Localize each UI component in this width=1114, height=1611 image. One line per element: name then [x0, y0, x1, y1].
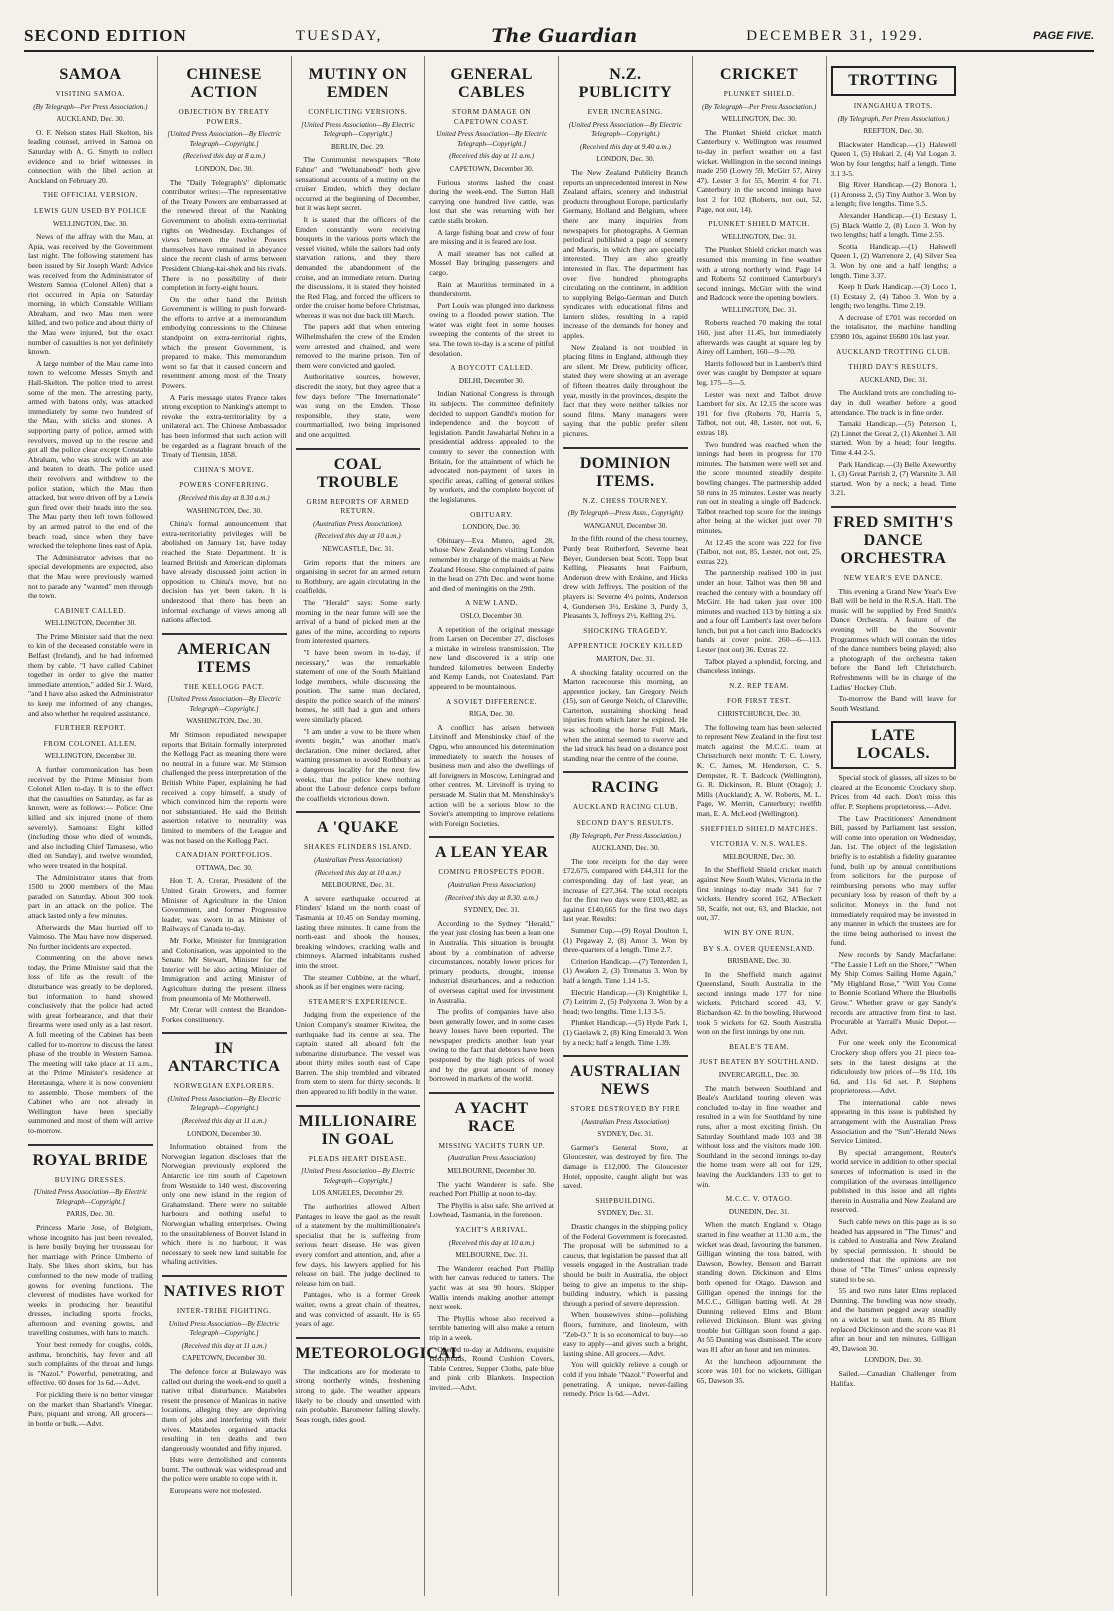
dateline: WELLINGTON, Dec. 31.	[721, 232, 797, 241]
subheading: A SOVIET DIFFERENCE.	[446, 697, 538, 706]
dateline: AUCKLAND, Dec. 30.	[591, 844, 660, 853]
dateline: LONDON, Dec. 30.	[596, 155, 655, 164]
credit-line: (By Telegraph—Per Press Association.)	[701, 102, 817, 111]
paragraph: A shocking fatality occurred on the Marton racecourse this morning, an apprentice jockey, Ian Gregory Neich (15), son of George Neich, of Clareville, Carterton, sustaining shocking head injuries from which later he expired. He was schooling the horse Full Mark, when the animal seemed to swerve and the lad struck his head on a distance post standing near the centre of the course.	[563, 667, 688, 763]
credit-line: (United Press Association—By Electric Telegraph—Copyright.)	[167, 1094, 281, 1113]
paragraph: The Phyllis is also safe. She arrived at Lowhead, Tasmania, in the forenoon.	[429, 1200, 554, 1220]
paragraph: Lester was next and Talbot drove Lambert for six. At 12.15 the score was 191 for five (Roberts 70, Harris 5, Talbot, not out, 48, Lester, not out, 6, extras 18).	[696, 389, 822, 437]
dateline: NEWCASTLE, Dec. 31.	[322, 544, 394, 553]
dateline: WELLINGTON, Dec. 30.	[721, 115, 797, 124]
paragraph: Mr Forke, Minister for Immigration and Colonisation, was appointed to the Senate. Mr Stewart, Minister for the Interior will be also acting Minister of Immigration and acting Minister of Agriculture during the present illness from pneumonia of Mr Motherwell.	[161, 935, 287, 1003]
subheading: CABINET CALLED.	[54, 606, 127, 615]
paragraph: The Plunket Shield cricket match was resumed this morning in fine weather with a strong northerly wind. Page 14 and Roberts 52 continued Canterbury's second innings. McGirr with the wind and Badcock were the opening bowlers.	[696, 245, 822, 303]
paragraph: Keep It Dark Handicap.—(3) Loco 1, (1) Ecstasy 2, (4) Taboo 3. Won by a length; two lengths. Time 2.19.	[830, 282, 957, 311]
paragraph: The Auckland trots are concluding to-day in dull weather before a good attendance. The track is in fine order.	[830, 388, 957, 417]
column-1	[24, 56, 158, 1596]
subheading: BUYING DRESSES.	[54, 1175, 127, 1184]
paragraph: Drastic changes in the shipping policy of the Federal Government is forecasted. The proposal will be submitted to a caucus, that legislation be passed that all vessels engaged in the Australian trade should be built in Australia, the object being to give an impetus to the ship-building industry, which is passing through a period of severe depression.	[563, 1222, 688, 1308]
paragraph: Park Handicap.—(3) Belle Axeworthy 1, (3) Great Parrish 2, (7) Warsnite 3. All started. Won by a neck; a head. Time 3.21.	[830, 459, 957, 498]
credit-line: (By Telegraph, Per Press Association.)	[569, 831, 682, 840]
subheading: MISSING YACHTS TURN UP.	[438, 1141, 545, 1150]
paragraph: In the fifth round of the chess tourney, Purdy beat Rutherford, Severne beat Beyer, Gundersen beat Scott. Topp beat Kelling, Pleasants beat Fairburn, Anderson drew with Erskine, and Hicks drew with Jeffreys. The position of the players is: Severne 4½ points, Anderson 4, Gundersen 3½, Erskine 3, Purdy 3, Pleasants 3, Jeffreys 2½, Kelling 2½.	[563, 534, 688, 621]
dateline: MELBOURNE, Dec. 31.	[321, 881, 395, 890]
dateline: WELLINGTON, December 30.	[44, 619, 137, 628]
paragraph: Harris followed but in Lambert's third over was caught by Dempster at square leg, 175—5—5.	[696, 358, 822, 388]
paragraph: Garmer's General Store, at Gloucester, was destroyed by fire. The damage is £12,000. The Gloucester Hotel, opposite, caught alight but was saved.	[563, 1142, 688, 1191]
headline: SAMOA	[59, 66, 122, 83]
paragraph: When housewives shine—polishing floors, furniture, and linoleum, with "Zeb-O." It is so economical to buy—so easy to apply—and gives such a bright, lasting shine. All grocers.—Advt.	[563, 1310, 688, 1358]
paragraph: News of the affray with the Mau, at Apia, was received by the Government last night. The following statement has been issued by Sir Joseph Ward: Advice was received from the Administrator of Western Samoa (Colonel Allen) that a riot occurred in Apia on Saturday morning, in which Constable William Abraham, and two Mau men were killed, and two police and about thirty of the Mau were injured, but the exact number of casualties is not yet definitely known.	[28, 232, 153, 357]
paragraph: Europeans were not molested.	[169, 1486, 262, 1496]
paragraph: It is stated that the officers of the Emden constantly were receiving bouquets in the various ports which the vessel visited, while the sailors had only starvation rations, and they there demanded the abandonment of the cruise, and an immediate return. During the discussions, it is stated they hoisted the Red Flag, and forced the officers to order the cruiser home before Christmas, whereas it was not due back till March.	[295, 214, 421, 320]
dateline: WELLINGTON, December 30.	[44, 752, 137, 761]
paragraph: The authorities allowed Albert Pantages to leave the gaol as the result of a statement by the multimillionaire's specialist that he is suffering from serious heart disease. He was given every comfort and attention, and, after a few days, his lawyers applied for his release on bail. The judge declined to release him on bail.	[295, 1202, 421, 1288]
paragraph: Authoritative sources, however, discredit the story, but they agree that a few days before "The Internationale" was sung on the Emden. Those responsible, they state, were courtmartialled, two being imprisoned and one acquitted.	[295, 372, 421, 439]
dateline: OSLO, December 30.	[460, 611, 523, 620]
subheading: POWERS CONFERRING.	[179, 481, 269, 490]
subheading: NEW YEAR'S EVE DANCE.	[843, 573, 944, 582]
dateline: LONDON, Dec. 30.	[864, 1356, 923, 1365]
subheading: SECOND DAY'S RESULTS.	[576, 819, 675, 828]
dateline: SYDNEY, Dec. 31.	[597, 1130, 654, 1139]
subheading: STEAMER'S EXPERIENCE.	[308, 997, 408, 1006]
paragraph: The Law Practitioners' Amendment Bill, passed by Parliament last session, will come into operation on Wednesday, Jan. 1st. The object of the legislation briefly is to establish a fidelity guarantee fund, built up by annual contributions from solicitors for the purpose of reimbursing persons who may suffer pecuniary loss by reason of theft by a solicitor. Moneys in the fund not immediately required may be invested in any manner in which the trustees are for the time being authorised to invest the fund.	[830, 813, 957, 948]
paragraph: Such cable news on this page as is so headed has appeared in "The Times" and is cabled to Australia and New Zealand by special permission. It should be understood that the opinions are not those of "The Times" unless expressly stated to be so.	[830, 1217, 957, 1284]
paragraph: The Communist newspapers "Rote Fahne" and "Weltanabend" both give sensational accounts of a mutiny on the cruiser Emden, which they declare occurred at the beginning of December, but it was kept secret.	[295, 155, 421, 213]
credit-line: (Australian Press Association)	[581, 1117, 670, 1126]
dateline: SYDNEY, Dec. 31.	[463, 906, 520, 915]
column-5	[559, 56, 693, 1596]
subheading: SHOCKING TRAGEDY.	[583, 626, 668, 635]
credit-line: (Received this day at 10 a.m.)	[315, 868, 401, 877]
subheading: OBJECTION BY TREATY POWERS.	[178, 108, 270, 126]
paragraph: The indications are for moderate to strong northerly winds, freshening strong to gale. The weather appears likely to be cloudy and unsettled with rain probable. Barometer falling slowly. Seas rough, tides good.	[295, 1366, 421, 1424]
subheading: INTER-TRIBE FIGHTING.	[176, 1306, 272, 1315]
paragraph: The match between Southland and Beale's Auckland touring eleven was concluded to-day in fine weather and resulted in a win for Southland by nine runs, after a most exciting finish. On Saturday Southland made 103 and 38 without loss and the visitors made 100. Southland in the second innings to-day the home team were all out for 129, leaving the Aucklanders 133 to get to win.	[696, 1083, 822, 1189]
subheading: APPRENTICE JOCKEY KILLED	[567, 642, 683, 651]
credit-line: (By Telegraph, Per Press Association.)	[837, 114, 950, 123]
paragraph: When the match England v. Otago started in fine weather at 11.30 a.m., the wicket was dead, favouring the batsmen. Gilligan winning the toss batted, with Dawson, Bowley, Benson and Barratt standing down. Dickinson and Elms both opened for Otago. Dawson and Gilligan opened the innings for the M.C.C., Gilligan batting well. At 28 Dunning relieved Elms and Blunt relieved Dickinson. Blunt was giving trouble but Gilligan soon found a gap. At 55 Dunning was dismissed. The score was 81 after an hour and ten minutes.	[696, 1220, 822, 1355]
credit-line: [United Press Association—By Electric Telegraph—Copyright.]	[301, 120, 415, 139]
dateline: REEFTON, Dec. 30.	[863, 127, 924, 136]
paragraph: The Phyllis whose also received a terrible battering will also make a return trip in a week.	[429, 1313, 554, 1342]
dateline: DUNEDIN, Dec. 31.	[728, 1207, 790, 1216]
subheading: THE KELLOGG PACT.	[183, 682, 265, 691]
paragraph: Furious storms lashed the coast during the week-end. The Sutton Hall carrying one hundred live cattle, was lost that she was returning with her cattle stalls broken.	[429, 177, 554, 225]
subheading: CANADIAN PORTFOLIOS.	[175, 851, 273, 860]
headline: FRED SMITH'S DANCE ORCHESTRA	[831, 506, 957, 568]
headline: MUTINY ON EMDEN	[308, 66, 408, 101]
headline: COAL TROUBLE	[296, 448, 421, 492]
paragraph: Indian National Congress is through its subjects. The committee definitely decided to support Gandhi's motion for independence and the boycott of legislation. Pandit Jawaharlal Nehru in a presidential address appealed to the country to sever the connection with Britain, for the attainment of which he advocated non-payment of taxes in specific areas, calling of general strikes by workers, and the complete boycott of the legislatures.	[429, 389, 554, 504]
subheading: INANGAHUA TROTS.	[853, 102, 934, 110]
subheading: STORM DAMAGE ON CAPETOWN COAST.	[452, 108, 532, 126]
dateline: LOS ANGELES, December 29.	[312, 1189, 404, 1198]
paragraph: In the Sheffield Shield cricket match against New South Wales, Victoria in the first innings to-day made 341 for 7 wickets. Hendry scored 162, A'Beckett 50, Scaife, not out, 63, and Blackie, not out, 37.	[696, 865, 822, 923]
paragraph: A severe earthquake occurred at Flinders' Island on the north coast of Tasmania at 10.45 on Sunday morning, lasting three minutes. It came from the north-east and shook the houses, breaking windows, cracking walls and chimneys. Alarmed inhabitants rushed into the street.	[295, 893, 421, 970]
dateline: AUCKLAND, Dec. 31.	[859, 375, 928, 384]
credit-line: [United Press Association—By Electric Telegraph—Copyright.]	[167, 695, 281, 713]
dateline: WELLINGTON, Dec. 30.	[52, 219, 128, 228]
dateline: CAPETOWN, December 30.	[182, 1354, 266, 1363]
column-7	[827, 56, 961, 1596]
subheading: BEALE'S TEAM.	[729, 1042, 790, 1051]
dateline: CHRISTCHURCH, Dec. 30.	[717, 710, 801, 719]
paragraph: The papers add that when entering Wilhelmshafen the crew of the Emden were arrested and chained, and were removed to the marine prison. Ten of them were convicted and gaoled.	[295, 322, 421, 370]
dateline: LONDON, December 30.	[187, 1129, 262, 1138]
column-6	[693, 56, 827, 1596]
credit-line: (By Telegraph—Press Assn., Copyright)	[567, 509, 683, 518]
paragraph: To-morrow the Band will leave for South Westland.	[830, 694, 957, 713]
subheading: WIN BY ONE RUN.	[724, 928, 795, 937]
paragraph: Obituary—Eva Munro, aged 28, whose New Zealanders visiting London remember in charge of the maids at New Zealand House. She complained of pains in the head on 27th Dec. and went home and died of meningitis on the 29th.	[429, 535, 554, 593]
subheading: FURTHER REPORT.	[54, 724, 127, 733]
paragraph: Your best remedy for coughs, colds, asthma, bronchitis, hay fever and all such complaints of the throat and lungs is "Nazol." Powerful, penetrating, and effective. 60 doses for 1s 6d.—Advt.	[28, 1340, 153, 1388]
dateline: DELHI, December 30.	[458, 376, 525, 385]
paragraph: The "Daily Telegraph's" diplomatic contributor writes:—The representative of the Treaty Powers are embarrassed at the renewed threat of the Nanking Government to abolish extra-territorial rights on Wednesday. Exchanges of views between the twelve Powers themselves have remained in abeyance since the recent clash of arms between President Chiang-kai-shek and his rivals. There is no possibility of their completion in forty-eight hours.	[161, 177, 287, 293]
paragraph: 55 and two runs later Elms replaced Dunning. The bowling was now steady, and the batsmen pegged away steadily on a wicket to suit them. At 85 Blunt replaced Dickinson and the score was 81 after an hour and ten minutes, Gilligan 49, Dawson 30.	[830, 1286, 957, 1353]
headline: CHINESE ACTION	[186, 66, 262, 101]
subheading: A NEW LAND.	[465, 599, 519, 608]
paragraph: You will quickly relieve a cough or cold if you inhale "Nazol." Powerful and penetrating. A unique, never-failing remedy. Price 1s 6d.—Advt.	[563, 1360, 688, 1399]
credit-line: (Received this day at 11 a.m.)	[449, 152, 535, 161]
column-4	[425, 56, 559, 1596]
paragraph: Talbot played a splendid, forcing, and chanceless innings.	[696, 656, 822, 676]
subheading: THIRD DAY'S RESULTS.	[848, 363, 939, 372]
credit-line: (United Press Association—By Electric Telegraph—Copyright.)	[568, 120, 682, 139]
headline: AUSTRALIAN NEWS	[563, 1055, 688, 1099]
paragraph: A large number of the Mau came into town to welcome Messrs Smyth and Hall-Skelton. The police tried to arrest some of the men. The arresting party, armed with batons only, was attacked immediately by some two hundred of the Mau, with sticks and stones. A supporting party of police, armed with revolvers, moved up to the rescue and got all the police clear except Constable Abraham, who was struck with an axe and beaten to death. The police used their revolvers and withdrew to the police station, which the Mau then attacked, but were driven off by a Lewis gun fired over their heads into the sea. The Mau party then left town followed by an armed patrol to the end of the beach road, since when they have wrecked the telephone lines east of Apia.	[28, 358, 153, 551]
paragraph: Scotia Handicap.—(1) Halswell Queen 1, (2) Warrenore 2, (4) Silver Sea 3. Won by one and a half lengths; a length. Time 3.37.	[830, 241, 957, 280]
paragraph: "I am under a vow to be there when events begin," was another man's declaration. One miner declared, after warning pressmen to avoid Rothbury as a dangerous locality for the next few weeks, that the police knew nothing about the Labour defence corps before the coalfields victorious down.	[295, 726, 421, 803]
paragraph: Judging from the experience of the Union Company's steamer Kiwitea, the earthquake had its centre at sea. The captain stated all aboard felt the submarine disturbance. The vessel was about thirty miles south east of Cape Barren. The ship trembled and vibrated from stem to stern for thirty seconds. It then appeared to lift bodily in the water.	[295, 1010, 421, 1097]
dateline: WANGANUI, December 30.	[583, 521, 668, 530]
paragraph: The tote receipts for the day were £72,675, compared with £44,311 for the corresponding day of last year, an increase of £27,364. The total receipts for the first two days were £103,482, as against £140,665 for the first two days last year. Results:	[563, 856, 688, 924]
column-2	[158, 56, 292, 1596]
subheading: SHAKES FLINDERS ISLAND.	[303, 843, 412, 852]
paragraph: Sailed.—Canadian Challenger from Halifax.	[830, 1368, 957, 1388]
paragraph: Alexander Handicap.—(1) Ecstasy 1, (5) Black Wattle 2, (8) Loco 3. Won by two lengths; half a length. Time 2.55.	[830, 210, 957, 240]
paragraph: On the other hand the British Government is willing to push forward-the efforts to arrive at a memorandum embodying concessions to the Chinese standpoint on extra-territorial rights, which the present Government, is prepared to make. This memorandum went so far that it caused concern and resentment among most of the Treaty Powers.	[161, 294, 287, 391]
subheading: JUST BEATEN BY SOUTHLAND.	[699, 1058, 819, 1067]
subheading: THE OFFICIAL VERSION.	[42, 191, 138, 200]
subheading: GRIM REPORTS OF ARMED RETURN.	[306, 497, 410, 516]
dateline: INVERCARGILL, Dec. 30.	[718, 1071, 800, 1080]
subheading: VICTORIA V. N.S. WALES.	[710, 840, 808, 849]
subheading: FOR FIRST TEST.	[726, 697, 792, 706]
subheading: FROM COLONEL ALLEN.	[43, 739, 138, 748]
paragraph: Hon T. A. Crerar, President of the United Grain Growers, and former Minister of Agriculture in the Union Government, and former Progressive leader, was sworn in as Minister of Railways of Canada to-day.	[161, 876, 287, 934]
paragraph: By special arrangement, Reuter's world service in addition to other special sources of information is used in the compilation of the overseas intelligence published in this issue and all rights therein in Australia and New Zealand are reserved.	[830, 1147, 957, 1215]
paragraph: Princess Marie Jose, of Belgium, whose incognito has just been revealed, is here busily buying her trousseau for her marriage with Prince Umberto of Italy. She likes short skirts, but has conformed to the new mode of trailing gowns for evening functions. The cleverest of modistes have worked for weeks in producing her beautiful dresses, including sports frocks, afternoon and evening gowns, and travelling costumes, with hats to match.	[28, 1222, 153, 1338]
paragraph: The Administrator states that from 1500 to 2000 members of the Mau paraded on Saturday. About 300 took part in an attack on the police. The attack lasted only a few minutes.	[28, 872, 153, 920]
paragraph: A mail steamer has not called at Mossel Bay bringing passengers and cargo.	[429, 248, 554, 277]
dateline: OTTAWA, Dec. 30.	[195, 863, 253, 872]
subheading: NORWEGIAN EXPLORERS.	[173, 1082, 275, 1091]
paragraph: Opened to-day at Addisons, exquisite Bedspreads, Round Cushion Covers, Table Centres, Supper Cloths, pale blue and pink crib Blankets. Inspection invited.—Advt.	[429, 1344, 554, 1392]
headline: MILLIONAIRE IN GOAL	[296, 1105, 421, 1149]
subheading: YACHT'S ARRIVAL.	[455, 1226, 529, 1234]
paragraph: For one week only the Economical Crockery shop offers you 21 piece tea-sets in the latest designs at the ridiculously low prices of—9s 11d, 10s 6d, and 11s 6d set. P. Stephens proprietoress.—Advt.	[830, 1038, 957, 1096]
credit-line: (Received this day at 10 a.m.)	[448, 1238, 535, 1247]
subheading: N.Z. REP TEAM.	[729, 681, 790, 690]
dateline: SYDNEY, Dec. 31.	[597, 1209, 654, 1218]
paragraph: New records by Sandy Macfarlane: "The Lassie I Left on the Shore," "When My Ship Comes Sailing Home Again," "My Highland Rose," "Will You Come to Bonnie Scotland Where the Bluebells Grow." Whether grave or gay Sandy's records are attractive from first to last. Procurable at Yarrall's Music Depot.—Advt.	[830, 949, 957, 1036]
paragraph: "I have been sworn in to-day, if necessary," was the remarkable statement of one of the South Maitland lodge members, while discussing the position. The same man declared, despite the police search of the miners' homes, he still had a gun and others were similarly placed.	[295, 647, 421, 725]
headline: A 'QUAKE	[296, 811, 421, 837]
paragraph: A conflict has arisen between Litvinoff and Menshinsky chief of the Ogpu, who announced his determination immediately to search the houses of business men and also the dwellings of all foreigners in Moscow, Leningrad and other centres. M. Litvinoff is trying to persuade M. Stalin that M. Menshinsky's action will be a serious blow to the Soviet's attempting to improve relations with Foreign Societies.	[429, 722, 554, 828]
subheading: STORE DESTROYED BY FIRE	[570, 1105, 681, 1114]
paragraph: Summer Cup.—(9) Royal Doulton 1, (1) Pegaway 2, (8) Amor 3. Won by three-quarters of a length. Time 2.7.	[563, 925, 688, 955]
paragraph: Mr Crerar will contest the Brandon-Forkes constituency.	[161, 1005, 287, 1024]
paragraph: In the Sheffield match against Queensland, South Australia in the second innings made 177 for nine wickets. Pritchard scored 43, V. Richardson 42. In the bowling, Hurwood took 5 wickets for 62. South Australia won on the first innings by one run.	[696, 969, 822, 1037]
subheading: OBITUARY.	[470, 510, 514, 519]
paragraph: Afterwards the Mau hurried off to Vaimoso. The Mau have now dispersed. No further incidents are expected.	[28, 922, 153, 951]
credit-line: (Received this day at 8.30. a.m.)	[445, 893, 539, 902]
paragraph: At the luncheon adjournment the score was 101 for no wickets, Gilligan 65, Dawson 35.	[696, 1356, 822, 1385]
dateline: RIGA, Dec. 30.	[468, 710, 515, 719]
headline: CRICKET	[720, 66, 799, 83]
paragraph: The New Zealand Publicity Branch reports an unprecedented interest in New Zealand affairs, scenery and industrial products throughout Europe, particularly Germany, Holland and Belgium, where there are many inquiries from newspapers for photographs. A German periodical published a page of scenery and Maoris, in which they are specially interested. They are also greatly interested in flax. The department has over five hundred photographs circulating on the continent, in addition to supplying Belgo-German and Dutch syndicates with educational films and lantern slides, resulting in a rapid increase of the demands for honey and apples.	[563, 167, 688, 341]
subheading: AUCKLAND TROTTING CLUB.	[836, 347, 951, 356]
headline: TROTTING	[831, 66, 957, 96]
dateline: WASHINGTON, Dec. 30.	[186, 506, 262, 515]
paragraph: A decrease of £701 was recorded on the totalisator, the machine handling £5980 10s, against £6680 10s last year.	[830, 312, 957, 342]
headline: AMERICAN ITEMS	[162, 633, 287, 677]
dateline: WELLINGTON, Dec. 31.	[721, 305, 797, 314]
credit-line: (Australian Press Association)	[313, 856, 402, 864]
credit-line: (Received this day at 9.40 a.m.)	[579, 142, 671, 151]
dateline: BERLIN, Dec. 29.	[331, 142, 385, 151]
paragraph: Electric Handicap.—(3) Knightlike 1, (7) Leitrim 2, (5) Polyxena 3. Won by a head; two lengths. Time 1.13 3-5.	[563, 987, 688, 1016]
paragraph: Special stock of glasses, all sizes to be cleared at the Economic Crockery shop. Prices from 4d each. Don't miss this offer. P. Stephens proprietoress.—Advt.	[830, 773, 957, 812]
dateline: WASHINGTON, Dec. 30.	[186, 717, 262, 726]
headline: LATE LOCALS.	[831, 721, 957, 769]
paragraph: Roberts reached 70 making the total 160, just after 11.45, but immediately afterwards was caught at square leg by Airey off Lambert, 160—9—70.	[696, 318, 822, 357]
headline: METEOROLOGICAL	[296, 1337, 421, 1363]
headline: A LEAN YEAR	[429, 836, 554, 862]
paragraph: Information obtained from the Norwegian legation discloses that the Norwegian previously explored the Antarctic ice rim south of Capetown from Westside to 140 west, discovering only one new island in the region of Grahamsland. There were no suitable harbours and nothing useful to Norwegian whaling enterprises. Owing to the unsuitableness of Bouvet Island in which there is no harbour, it was necessary to seek new land suitable for whaling activities.	[161, 1142, 287, 1267]
credit-line: (Received this day at 8 a.m.)	[183, 152, 266, 161]
credit-line: [United Press Association—By Electric Telegraph—Copyright.]	[301, 1167, 415, 1185]
paragraph: New Zealand is not troubled in placing films in England, although they are silent. Mr Drew, publicity officer, stated they were showing at an average of fifteen theatres daily throughout the year, mostly in the provinces, despite the fact that they were neither talkies nor sound films. Many managers were saying that the public prefer silent pictures.	[563, 342, 688, 438]
subheading: CHINA'S MOVE.	[193, 465, 255, 474]
paragraph: The profits of companies have also been generally lower, and in some cases heavy losses have been reported. The newspaper predicts another lean year owing to the fact that debtors have been postponed by the high prices of wool and by the great amount of money borrowed in markets of the world.	[429, 1007, 554, 1084]
credit-line: United Press Association—By Electric Telegraph—Copyright.]	[168, 1319, 280, 1338]
dateline: MARTON, Dec. 31.	[596, 654, 655, 663]
paragraph: A repetition of the original message from Larsen on December 27, discloses a mistake in wireless transmission. The new land discovered is a strip one hundred kilometres between Enderby and Kemp Lands, not Coatesland. Part appeared to be mountainous.	[429, 624, 554, 692]
subheading: AUCKLAND RACING CLUB.	[572, 803, 678, 812]
dateline: PARIS, Dec. 30.	[66, 1210, 115, 1219]
paragraph: Pantages, who is a former Greek waiter, owns a great chain of theatres, and was convicted of assault. He is 65 years of age.	[295, 1290, 421, 1329]
subheading: SHEFFIELD SHIELD MATCHES.	[700, 824, 818, 833]
credit-line: (By Telegraph—Per Press Association.)	[33, 102, 148, 111]
paragraph: For pickling there is no better vinegar on the market than Sharland's Vinegar. Pure, piquant and strong. All grocers—in bottle or bulk.—Advt.	[28, 1390, 153, 1428]
paragraph: A further communication has been received by the Prime Minister from Colonel Allen to-day. It is to the effect that the casualties on Saturday, as far as known, were as follows:— Police: One killed and six injured (none of them severely). Samoans: Eight killed (including those who died of wounds, and also including Chief Tamasese, who died on Sunday), and twelve wounded, who were treated in the hospital.	[28, 765, 153, 870]
edition-label: SECOND EDITION	[24, 26, 187, 45]
paragraph: The following team has been selected to represent New Zealand in the first test match against the M.C.C. team at Christchurch next month: T. C. Lowry, K. C. James, M. Henderson, C. S. Dempster, R. T. Badcock (Wellington), G. R. Dickinson, R. Blunt (Otago); J. Mills (Auckland); A. W. Roberts, M. L. Page, W. Merritt, Canterbury; twelfth man, E. A. McLeod (Wellington).	[696, 722, 822, 818]
subheading: PLEADS HEART DISEASE.	[308, 1154, 407, 1163]
paragraph: China's formal announcement that extra-territoriality privileges will be abolished on January 1st, have today reached the State Department. It is learned British and American diplomats have already discussed joint action in opposition to China's move, but no decision has yet been taken. It is understood that there has been an informal exchange of views among all nations affected.	[161, 519, 287, 625]
subheading: N.Z. CHESS TOURNEY.	[582, 496, 669, 505]
headline: N.Z. PUBLICITY	[578, 66, 673, 101]
dateline: BRISBANE, Dec. 30.	[727, 957, 791, 966]
paragraph: This evening a Grand New Year's Eve Ball will be held in the R.S.A. Hall. The music will be supplied by Fred Smith's Dance Orchestra. A feature of the evening will be the Souvenir Programmes which will contain the titles of the dance numbers being played; also a photograph of the orchestra taken before the Band left Christchurch. Refreshments will be in charge of the Ladies' Hockey Club.	[830, 586, 957, 692]
paragraph: A Paris message states France takes strong exception to Nanking's attempt to revoke the extra-territoriality by a unilateral act. The Chinese Ambassador has been informed that such action will be regarded as a flagrant breach of the Treaty of Tientsin, 1858.	[161, 392, 287, 460]
paragraph: Tamaki Handicap.—(5) Peterson 1, (2) Linnet the Great 2, (1) Akenhei 3. All started. Won by a head; four lengths. Time 4.44 2-5.	[830, 419, 957, 457]
credit-line: [United Press Association—By Electric Telegraph—Copyright.]	[167, 130, 281, 148]
headline: RACING	[563, 771, 688, 797]
subheading: COMING PROSPECTS POOR.	[438, 868, 545, 877]
credit-line: [United Press Association—By Electric Telegraph—Copyright.]	[33, 1188, 148, 1206]
dateline: AUCKLAND, Dec. 30.	[56, 115, 125, 124]
subheading: LEWIS GUN USED BY POLICE	[33, 206, 147, 215]
credit-line: (Australian Press Association)	[447, 880, 536, 889]
credit-line: (Australian Press Association).	[313, 519, 403, 528]
dateline: MELBOURNE, Dec. 31.	[455, 1251, 528, 1260]
headline: DOMINION ITEMS.	[563, 447, 688, 491]
paragraph: Huts were demolished and contents burnt. The outbreak was widespread and the police were unable to cope with it.	[161, 1455, 287, 1484]
paragraph: The Administrator advises that no special developments are expected, also that the Mau were previously warned not to parade any "wanted" men through the town.	[28, 552, 153, 601]
newspaper-title: The Guardian	[491, 25, 638, 47]
paragraph: Commenting on the above news today, the Prime Minister said that the loss of life as the result of the disturbance was greatly to be deplored, but information to hand showed conclusively that the police had acted with great forbearance, and that their firearms were used only as a last resort. A full meeting of the Cabinet has been called for to-morrow to discuss the latest phase of the trouble in Western Samoa. The meeting will take place at 11 a.m., at the Prime Minister's residence at Heretaunga, where it is now convenient to assemble. Those members of the Cabinet who are not already in Wellington have been specially summoned and most of them will arrive to-morrow.	[28, 953, 153, 1135]
paragraph: The defence force at Bulawayo was called out during the week-end to quell a native tribal disturbance. Matabeles resent the presence of Manicas in native locations, alleging they are depriving them of jobs and interfering with their wives. Matabeles organised attacks resulting in ten deaths and two dangerously wounded and fifty injured.	[161, 1366, 287, 1453]
paragraph: Plunket Handicap.—(5) Hyde Park 1, (1) Gaelawk 2, (8) King Emerald 3. Won by a neck; half a length. Time 1.39.	[563, 1018, 688, 1047]
paragraph: At 12.45 the score was 222 for five (Talbot, not out, 85, Lester, not out, 25, extras 22).	[696, 537, 822, 566]
paragraph: Criterion Handicap.—(7) Tenterden 1, (1) Awaken 2, (3) Trematus 3. Won by half a length. Time 1.14 1-5.	[563, 956, 688, 985]
masthead	[24, 22, 1094, 52]
headline: ROYAL BRIDE	[28, 1144, 153, 1170]
paragraph: The partnership realised 100 in just under an hour. Talbot was then 98 and reached the century with a boundary off McGirr. He had taken just over 100 minutes and reached 113 by hitting a six and a four off Lambert's last over before lunch, but put a hot catch into Badcock's hands at cover point. 260—6—113. Lester (not out) 36. Extras 22.	[696, 568, 822, 655]
column-3	[292, 56, 462, 1596]
dateline: MELBOURNE, Dec. 30.	[722, 852, 796, 861]
credit-line: (Received this day at 11 a.m.)	[181, 1341, 267, 1350]
subheading: EVER INCREASING.	[587, 108, 664, 116]
headline: GENERAL CABLES	[450, 66, 533, 101]
paragraph: The steamer Cubbine, at the wharf, shook as if her engines were racing.	[295, 972, 421, 992]
paragraph: Big River Handicap.—(2) Bonora 1, (1) Aroness 2, (5) Tiny Author 3. Won by a length; five lengths. Time 5.5.	[830, 180, 957, 209]
credit-line: (Australian Press Association)	[447, 1154, 536, 1163]
subheading: M.C.C. V. OTAGO.	[725, 1195, 793, 1204]
paragraph: The "Herald" says: Some early morning in the near future will see the arrival of a band of picked men at the gates of the mine, according to reports from interested quarters.	[295, 597, 421, 646]
headline: NATIVES RIOT	[162, 1275, 287, 1301]
date-label: DECEMBER 31, 1929.	[746, 27, 924, 44]
paragraph: Two hundred was reached when the innings had been in progress for 170 minutes. The batsmen were well set and the score mounted steadily despite bowling changes. The partnership added 50 runs in 35 minutes. Lester was nearly run out in stealing a single off Badcock. Talbot reached top score for the innings after being at the wicket just over 70 minutes.	[696, 439, 822, 535]
paragraph: A large fishing boat and crew of four are missing and it is feared are lost.	[429, 227, 554, 247]
paragraph: Port Louis was plunged into darkness owing to a flooded power station. The water was eight feet in some houses sweeping the contents of the street to sea. The town to-day is a scene of pitiful desolation.	[429, 300, 554, 358]
paragraph: O. F. Nelson states Hall Skelton, his leading counsel, arrived in Samoa on Saturday with A. G. Smyth to collect evidence and to brief witnesses in connection with the libel action at Auckland on February 20.	[28, 127, 153, 185]
subheading: CONFLICTING VERSIONS.	[308, 108, 408, 116]
paragraph: The yacht Wanderer is safe. She reached Port Phillip at noon to-day.	[429, 1179, 554, 1199]
subheading: A BOYCOTT CALLED.	[450, 364, 533, 373]
subheading: SHIPBUILDING.	[595, 1196, 656, 1205]
subheading: VISITING SAMOA.	[55, 90, 126, 98]
paragraph: According to the Sydney "Herald," the year just closing has been a lean one in Australia. This situation is brought about by a combination of adverse circumstances, notably lower prices for primary products, drought, intense industrial disturbances, and a reduction of overseas capital used for investment in Australia.	[429, 918, 554, 1005]
dateline: LONDON, Dec. 30.	[195, 164, 254, 173]
dateline: LONDON, Dec. 30.	[462, 523, 521, 532]
page-number: PAGE FIVE.	[1033, 30, 1094, 42]
paragraph: Grim reports that the miners are organising in secret for an armed return to Rothbury, are again circulating in the coalfields.	[295, 557, 421, 596]
paragraph: Blackwater Handicap.—(1) Halswell Queen 1, (5) Hukari 2, (4) Val Logan 3. Won by four lengths; half a length. Time 3.1 3-5.	[830, 139, 957, 178]
paragraph: The Wanderer reached Port Phillip with her canvas reduced to tatters. The yacht was at sea 90 hours. Skipper Wallis intends making another attempt next week.	[429, 1263, 554, 1312]
paragraph: The international cable news appearing in this issue is published by arrangement with the Australian Press Association and the "Sun"-Herald News Service Limited.	[830, 1097, 957, 1146]
credit-line: (Received this day at 8.30 a.m.)	[178, 493, 270, 502]
day-label: TUESDAY,	[295, 27, 383, 44]
subheading: PLUNKET SHIELD.	[723, 90, 795, 98]
subheading: PLUNKET SHIELD MATCH.	[708, 220, 810, 229]
headline: IN ANTARCTICA	[162, 1032, 287, 1076]
columns	[24, 56, 1094, 1596]
subheading: BY S.A. OVER QUEENSLAND.	[703, 944, 816, 953]
paragraph: The Prime Minister said that the next to kin of the deceased constable were in Belfast (Ireland), and he had informed them by cable. "I have called Cabinet together in order to give the matter immediate attention," added Sir J. Ward, "and I have also asked the Administrator to keep me informed of any changes, and also whether he required assistance.	[28, 631, 153, 718]
credit-line: United Press Association—By Electric Telegraph—Copyright.]	[436, 130, 548, 148]
dateline: CAPETOWN, December 30.	[449, 164, 534, 173]
dateline: MELBOURNE, December 30.	[447, 1167, 536, 1176]
paragraph: Mr Stimson repudiated newspaper reports that Britain formally interpreted the Kellogg Pact as meaning there were no neutral in a future war. Mr Stimson challenged the press interpretation of the British White Paper, explaining he had received a copy himself, a study of which convinced him the reports were not substantiated. He said the British assertion relative to neutrality was limited to members of the League and was not based on the Kellogg Pact.	[161, 730, 287, 845]
credit-line: (Received this day at 11 a.m.)	[181, 1117, 267, 1126]
paragraph: Rain at Mauritius terminated in a thunderstorm.	[429, 279, 554, 299]
paragraph: The Plunket Shield cricket match Canterbury v. Wellington was resumed to-day in perfect weather on a fast wicket. Wellington in the second innings made 250 (Lowry 59, McGirr 57, Airey 47). Lester 3 for 55, Merritt 4 for 71. Canterbury in the second innings have lost 2 for 102 (Roberts, not out, 52, Page, not out, 14).	[696, 127, 822, 214]
headline: A YACHT RACE	[429, 1092, 554, 1136]
credit-line: (Received this day at 10 a.m.)	[315, 532, 401, 541]
